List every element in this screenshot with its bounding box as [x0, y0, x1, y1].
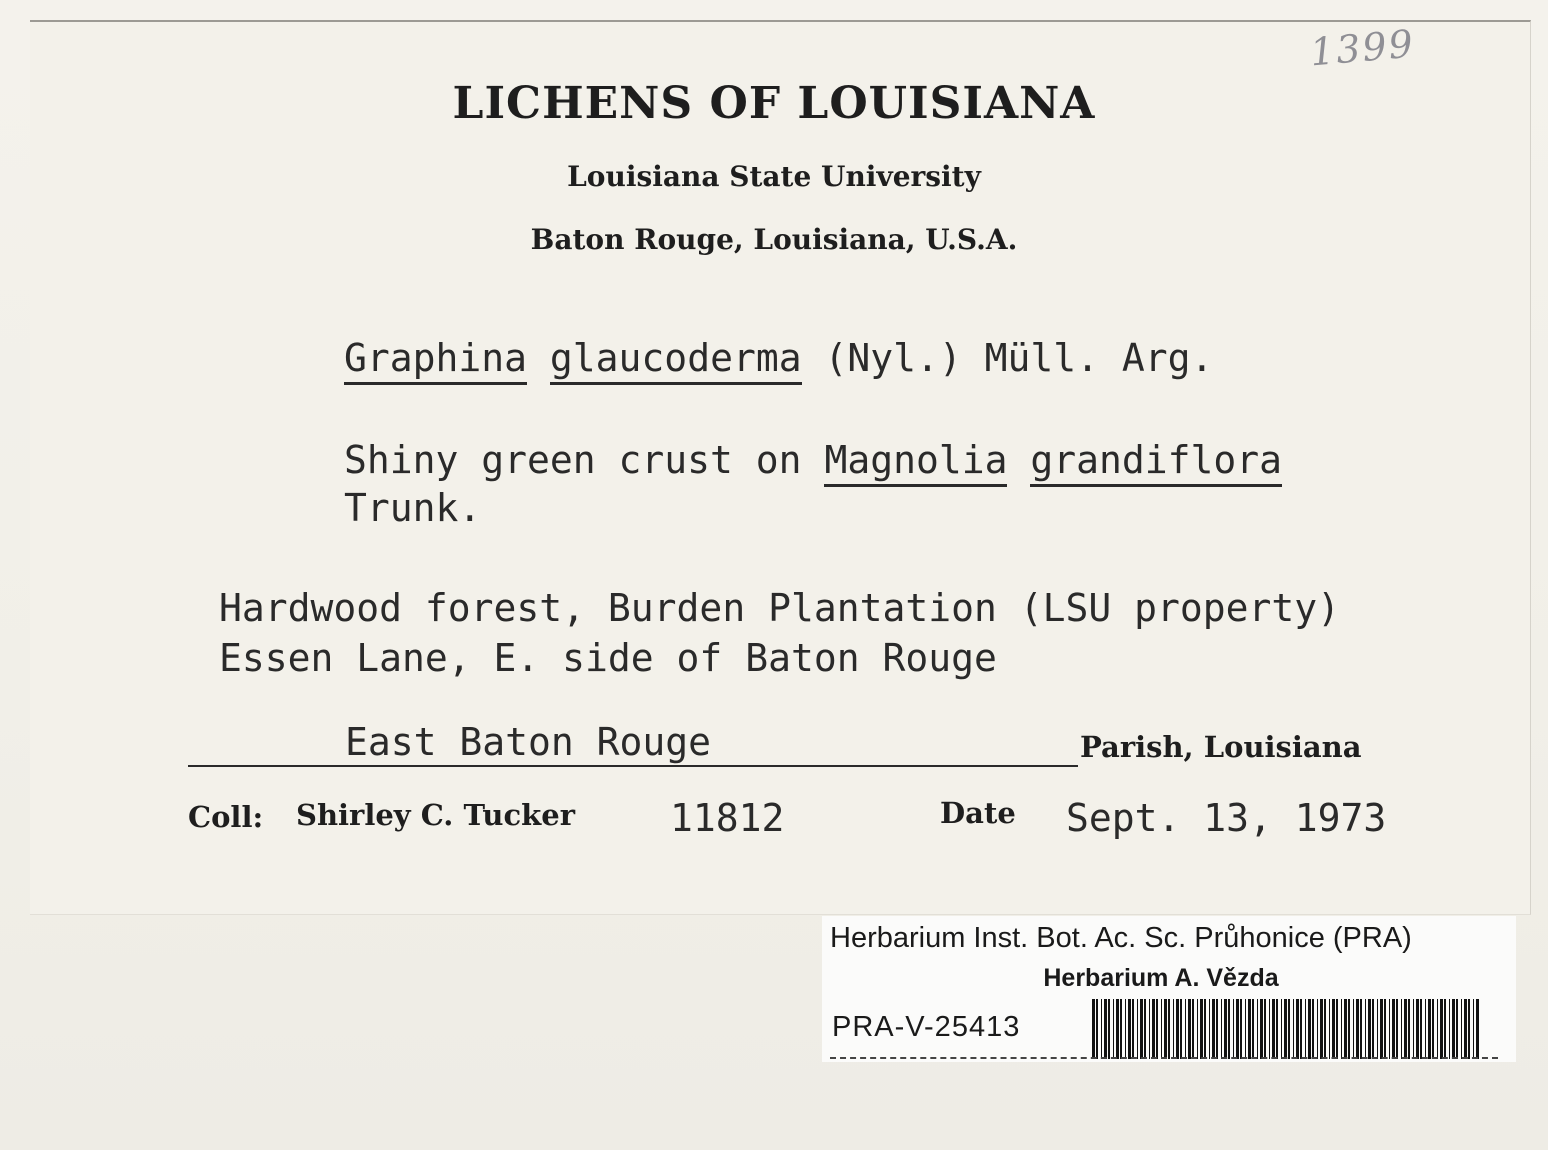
locality-line-2: Essen Lane, E. side of Baton Rouge [219, 636, 997, 680]
stamp-dashed-edge [830, 1057, 1498, 1059]
label-title: LICHENS OF LOUISIANA [452, 78, 1096, 129]
collection-number: 11812 [670, 796, 785, 840]
parish-rule [188, 765, 1078, 767]
host-species: grandiflora [1030, 438, 1282, 487]
taxon-genus: Graphina [344, 336, 527, 385]
habitat-suffix: Trunk. [344, 486, 482, 530]
stamp-specimen-id: PRA-V-25413 [832, 1011, 1021, 1043]
habitat-prefix: Shiny green crust on [344, 438, 825, 482]
institution-name: Louisiana State University [567, 160, 981, 193]
collector-name: Shirley C. Tucker [296, 798, 575, 832]
handwritten-number: 1399 [1308, 21, 1417, 75]
date-label: Date [940, 796, 1016, 830]
taxon-author: (Nyl.) Müll. Arg. [824, 336, 1214, 380]
locality-line-1: Hardwood forest, Burden Plantation (LSU property) [219, 586, 1341, 630]
coll-label: Coll: [188, 800, 264, 834]
host-genus: Magnolia [824, 438, 1007, 487]
stamp-collection: Herbarium A. Vězda [1043, 964, 1279, 992]
barcode-icon [1092, 999, 1482, 1063]
herbarium-stamp [822, 916, 1516, 1062]
institution-location: Baton Rouge, Louisiana, U.S.A. [530, 223, 1018, 256]
parish-value: East Baton Rouge [345, 720, 712, 764]
taxon-line [344, 334, 1213, 382]
taxon-species: glaucoderma [550, 336, 802, 385]
collection-date: Sept. 13, 1973 [1066, 796, 1387, 840]
stamp-institution: Herbarium Inst. Bot. Ac. Sc. Průhonice (PRA) [830, 922, 1412, 954]
parish-label: Parish, Louisiana [1080, 730, 1362, 764]
habitat-line [344, 436, 1282, 484]
